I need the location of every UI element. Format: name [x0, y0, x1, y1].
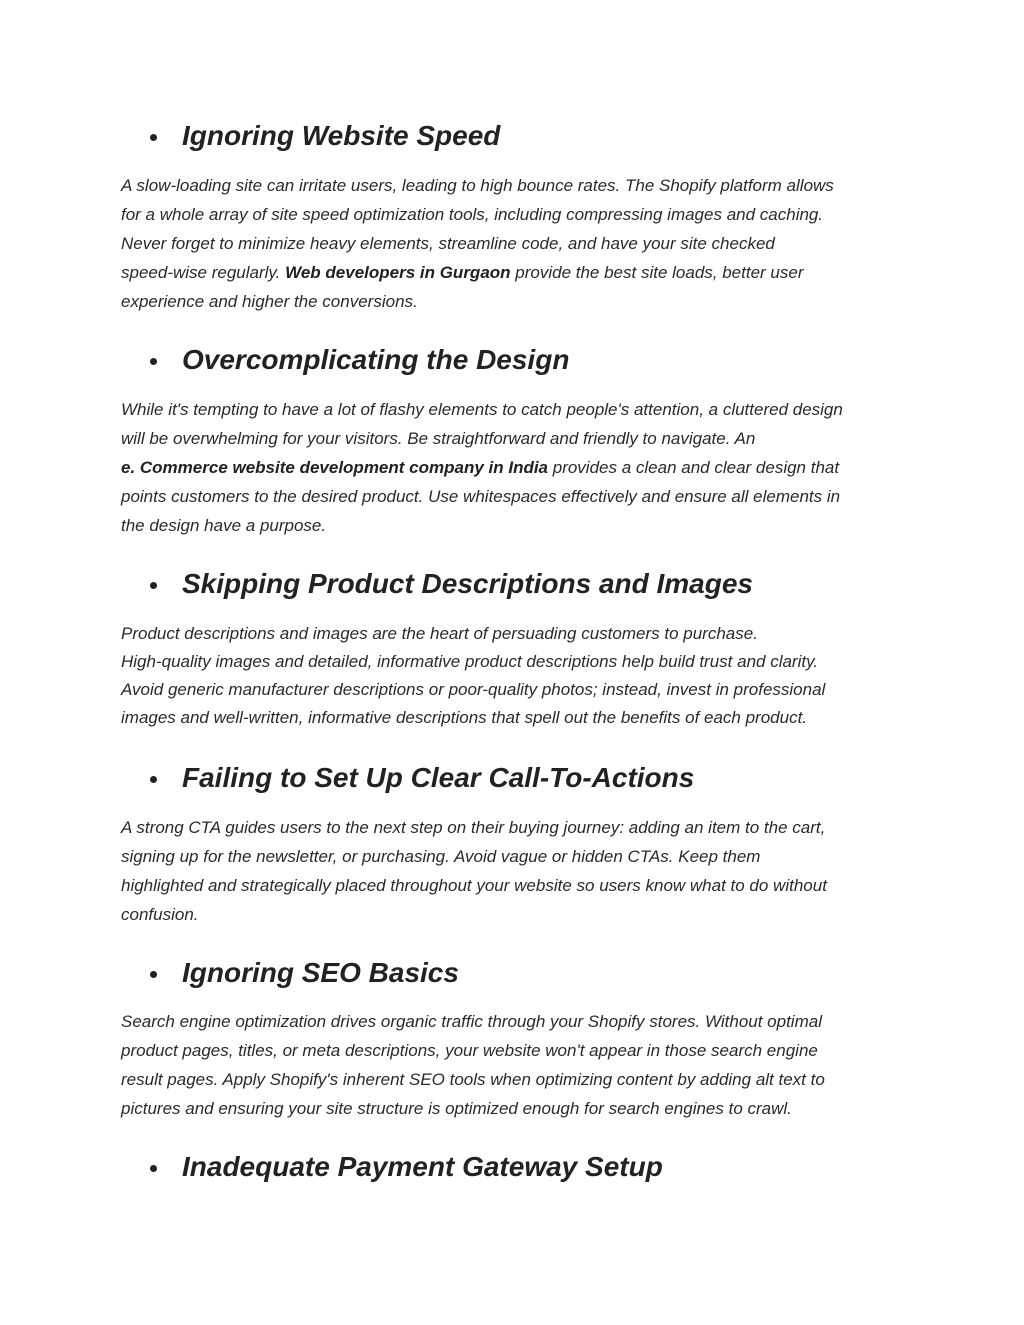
keyword-link-text: Web developers in Gurgaon	[285, 263, 511, 282]
paragraph-line: While it's tempting to have a lot of flashy elements to catch people's attention, a cluttered design	[121, 400, 843, 419]
bullet-icon	[150, 582, 157, 589]
bullet-icon	[150, 971, 157, 978]
paragraph-line: Product descriptions and images are the heart of persuading customers to purchase.	[121, 624, 758, 643]
paragraph-line: product pages, titles, or meta descriptions, your website won't appear in those search engine	[121, 1041, 818, 1060]
section-title: Ignoring SEO Basics	[182, 957, 459, 988]
paragraph-line: A slow-loading site can irritate users, leading to high bounce rates. The Shopify platform allows	[121, 176, 834, 195]
paragraph-line: confusion.	[121, 905, 199, 924]
paragraph-line: for a whole array of site speed optimization tools, including compressing images and caching.	[121, 205, 824, 224]
section-title: Skipping Product Descriptions and Images	[182, 568, 753, 599]
section-paragraph	[121, 171, 921, 316]
section-paragraph	[121, 1007, 921, 1123]
bullet-icon	[150, 134, 157, 141]
paragraph-line: A strong CTA guides users to the next step on their buying journey: adding an item to the cart,	[121, 818, 826, 837]
line-text: provide the best site loads, better user	[510, 263, 804, 282]
paragraph-line	[121, 258, 921, 287]
paragraph-line: Never forget to minimize heavy elements, streamline code, and have your site checked	[121, 234, 775, 253]
paragraph-line: signing up for the newsletter, or purchasing. Avoid vague or hidden CTAs. Keep them	[121, 847, 761, 866]
paragraph-line: points customers to the desired product. Use whitespaces effectively and ensure all elements in	[121, 487, 841, 506]
section-title: Ignoring Website Speed	[182, 120, 501, 151]
section-title: Overcomplicating the Design	[182, 344, 570, 375]
paragraph-line: pictures and ensuring your site structure is optimized enough for search engines to crawl.	[121, 1099, 792, 1118]
bullet-icon	[150, 358, 157, 365]
section-paragraph	[121, 395, 921, 540]
paragraph-line: the design have a purpose.	[121, 516, 327, 535]
paragraph-line: highlighted and strategically placed throughout your website so users know what to do without	[121, 876, 827, 895]
section-paragraph	[121, 620, 921, 732]
paragraph-line: will be overwhelming for your visitors. Be straightforward and friendly to navigate. An	[121, 429, 756, 448]
line-text: provides a clean and clear design that	[548, 458, 840, 477]
line-text: speed-wise regularly.	[121, 263, 286, 282]
section-title: Failing to Set Up Clear Call-To-Actions	[182, 762, 695, 793]
section-paragraph	[121, 813, 921, 929]
bullet-icon	[150, 1165, 157, 1172]
paragraph-line	[121, 453, 921, 482]
paragraph-line: Search engine optimization drives organic traffic through your Shopify stores. Without optimal	[121, 1012, 822, 1031]
paragraph-line: Avoid generic manufacturer descriptions or poor-quality photos; instead, invest in professional	[121, 680, 826, 699]
section-title: Inadequate Payment Gateway Setup	[182, 1151, 663, 1182]
keyword-link-text: e. Commerce website development company in India	[121, 458, 549, 477]
bullet-icon	[150, 776, 157, 783]
paragraph-line: result pages. Apply Shopify's inherent SEO tools when optimizing content by adding alt text to	[121, 1070, 825, 1089]
paragraph-line: images and well-written, informative descriptions that spell out the benefits of each product.	[121, 708, 808, 727]
paragraph-line: experience and higher the conversions.	[121, 292, 418, 311]
paragraph-line: High-quality images and detailed, informative product descriptions help build trust and clarity.	[121, 652, 819, 671]
